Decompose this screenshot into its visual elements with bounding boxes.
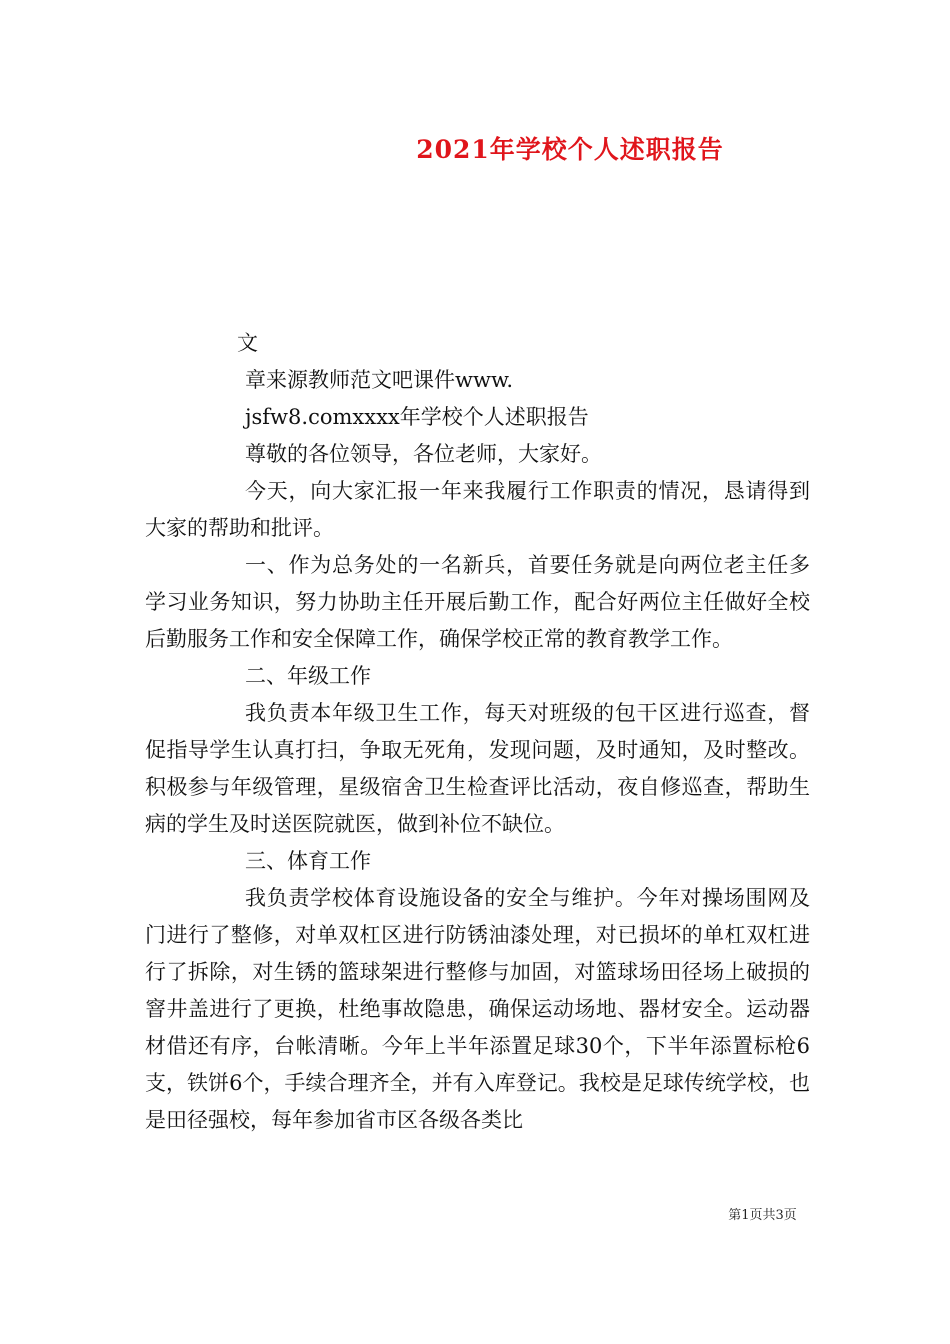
section-heading-2: 二、年级工作 [245,664,371,688]
document-title: 2021年学校个人述职报告 [416,135,724,164]
text-line: jsfw8.comxxxx年学校个人述职报告 [245,405,589,429]
paragraph-section-2: 我负责本年级卫生工作，每天对班级的包干区进行巡查，督促指导学生认真打扫，争取无死角，发现问题，及时通知，及时整改。积极参与年级管理，星级宿舍卫生检查评比活动，夜自修巡查，帮助生病的学生及时送医院就医，做到补位不缺位。 [145,701,810,836]
text-line: 文 [237,331,258,355]
text-line: 章来源教师范文吧课件www. [245,368,514,392]
page-number: 第1页共3页 [728,1208,797,1223]
section-heading-3: 三、体育工作 [245,849,371,873]
greeting-line: 尊敬的各位领导，各位老师，大家好。 [245,442,602,466]
paragraph-section-3: 我负责学校体育设施设备的安全与维护。今年对操场围网及门进行了整修，对单双杠区进行防锈油漆处理，对已损坏的单杠双杠进行了拆除，对生锈的篮球架进行整修与加固，对篮球场田径场上破损的窨井盖进行了更换，杜绝事故隐患，确保运动场地、器材安全。运动器材借还有序，台帐清晰。今年上半年添置足球30个，下半年添置标枪6支，铁饼6个，手续合理齐全，并有入库登记。我校是足球传统学校，也是田径强校，每年参加省市区各级各类比 [145,886,810,1132]
paragraph-section-1: 一、作为总务处的一名新兵，首要任务就是向两位老主任多学习业务知识，努力协助主任开展后勤工作，配合好两位主任做好全校后勤服务工作和安全保障工作，确保学校正常的教育教学工作。 [145,553,810,651]
document-body [145,325,810,1139]
paragraph-intro: 今天，向大家汇报一年来我履行工作职责的情况，恳请得到大家的帮助和批评。 [145,479,810,540]
